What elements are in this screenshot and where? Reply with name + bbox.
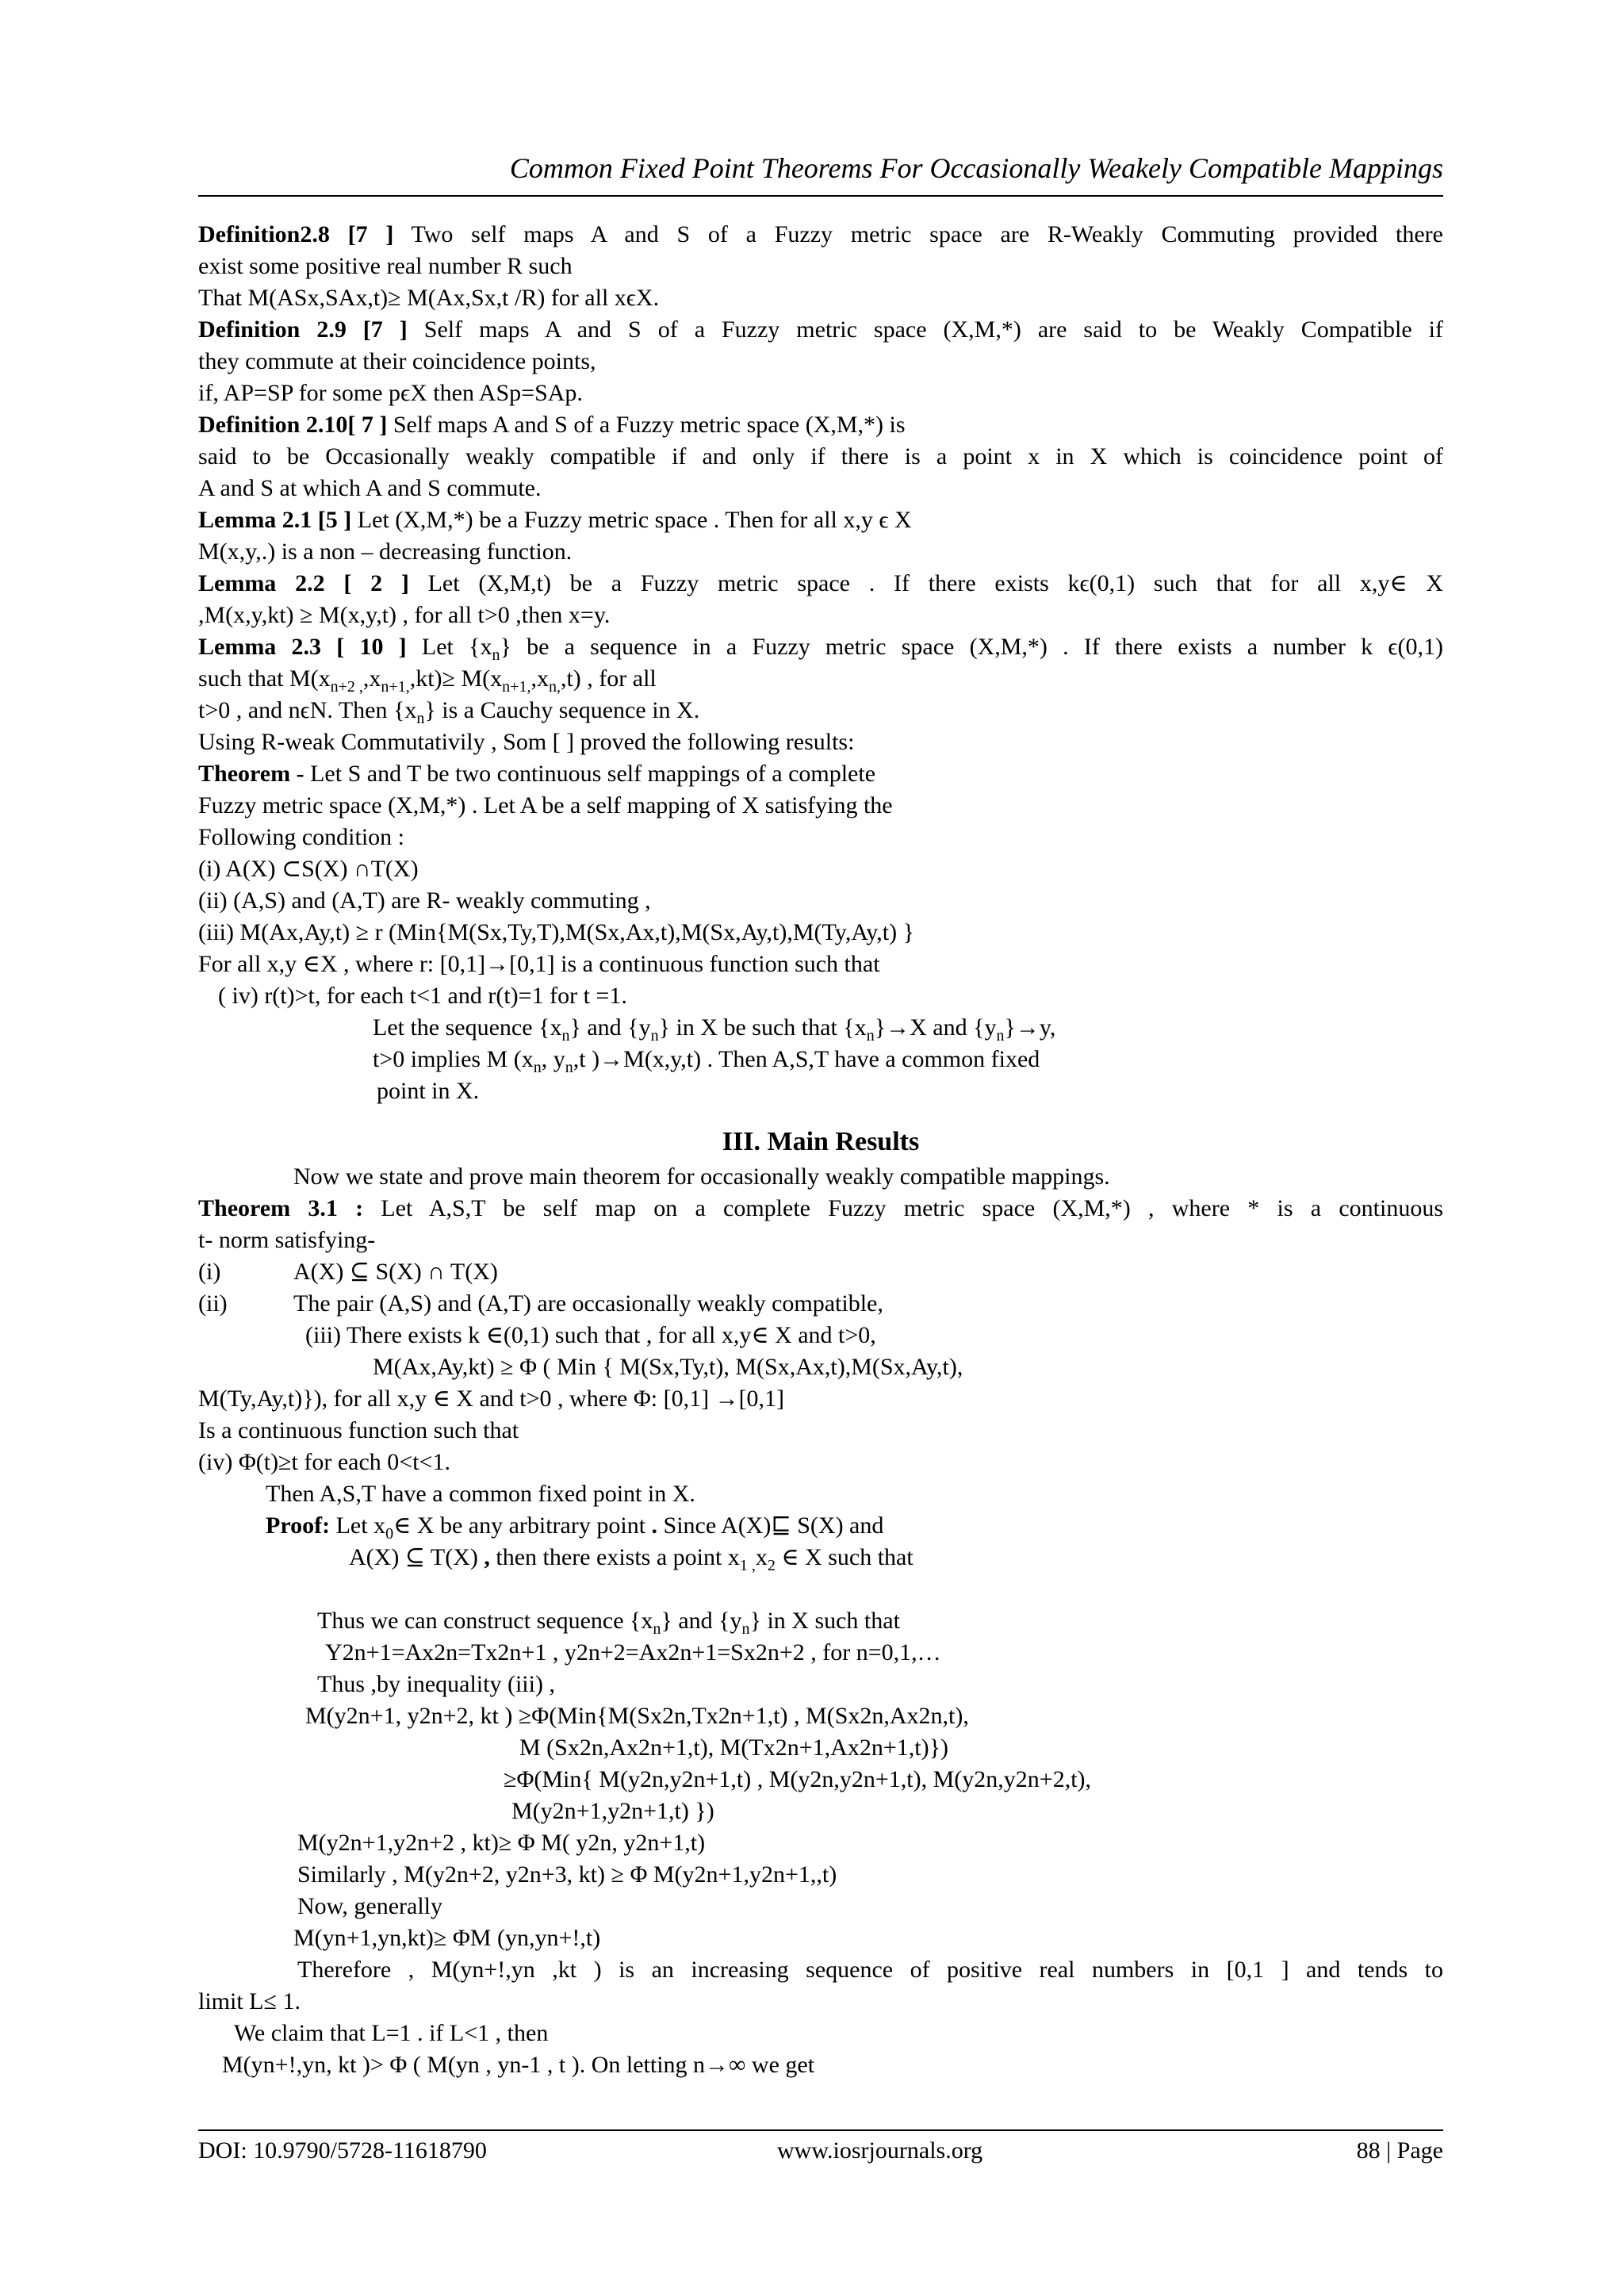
definition-2-9-line: they commute at their coincidence points, (198, 348, 596, 374)
proof-equation: M (Sx2n,Ax2n+1,t), M(Tx2n+1,Ax2n+1,t)}) (519, 1734, 948, 1761)
theorem-som-condition: (ii) (A,S) and (A,T) are R- weakly commuting , (198, 887, 651, 914)
som-results-line: Using R-weak Commutativily , Som [ ] proved the following results: (198, 729, 855, 755)
theorem-som-condition: (i) A(X) ⊂S(X) ∩T(X) (198, 856, 419, 882)
proof-line: A(X) ⊆ T(X) , then there exists a point $x_{1 ,}x_2$ ∈ X such that (349, 1544, 914, 1574)
running-header: Common Fixed Point Theorems For Occasionally Weakely Compatible Mappings (509, 152, 1443, 184)
theorem-3-1: Theorem 3.1 : Let A,S,T be self map on a complete Fuzzy metric space (X,M,*) , where * is a continuous (198, 1195, 1443, 1221)
proof-equation: M(y2n+1,y2n+2 , kt)≥ Φ M( y2n, y2n+1,t) (297, 1830, 706, 1856)
proof-line: Proof: Let $x_0\in$ X be any arbitrary point . Since A(X)⊑ S(X) and (266, 1512, 884, 1543)
footer-site: www.iosrjournals.org (777, 2137, 983, 2164)
theorem-som-condition: (iii) M(Ax,Ay,t) ≥ r (Min{M(Sx,Ty,T),M(Sx,Ax,t),M(Sx,Ay,t),M(Ty,Ay,t) } (198, 919, 915, 945)
footer-page-number: 88 | Page (1356, 2137, 1443, 2164)
definition-label: Definition 2.10[ 7 ] (198, 412, 388, 438)
definition-2-9-line: if, AP=SP for some pϵX then ASp=SAp. (198, 380, 583, 406)
proof-line: Now, generally (297, 1893, 442, 1919)
theorem-som-line: t>0 implies M ($x_n$, $y_n,t$ )→M(x,y,t) . Then A,S,T have a common fixed (373, 1046, 1040, 1076)
lemma-2-3-line: such that $M(x_{n+2 ,},x_{n+1,},kt)\ge M(x_{n+1,},x_{n,},t)$ , for all (198, 665, 657, 696)
proof-line: We claim that L=1 . if L<1 , then (234, 2020, 549, 2046)
lemma-2-1: Lemma 2.1 [5 ] Let (X,M,*) be a Fuzzy metric space . Then for all x,y ϵ X (198, 507, 912, 533)
definition-label: Definition2.8 [7 ] (198, 221, 394, 247)
proof-line: limit L≤ 1. (198, 1988, 301, 2014)
lemma-2-3-line: t>0 , and nϵN. Then $\{x_n\}$ is a Cauchy sequence in X. (198, 697, 700, 727)
section-heading: III. Main Results (722, 1127, 920, 1156)
definition-2-10: Definition 2.10[ 7 ] Self maps A and S of a Fuzzy metric space (X,M,*) is (198, 412, 906, 438)
theorem-label: Theorem - (198, 761, 304, 787)
theorem-3-1-line: t- norm satisfying- (198, 1227, 376, 1253)
proof-equation: M(yn+!,yn, kt )> Φ ( M(yn , yn-1 , t ). On letting n→∞ we get (222, 2052, 815, 2078)
definition-label: Definition 2.9 [7 ] (198, 316, 408, 343)
theorem-som-line: point in X. (377, 1078, 480, 1104)
theorem-som-line: For all x,y ∈X , where r: [0,1]→[0,1] is a continuous function such that (198, 951, 880, 977)
definition-2-8-line: That M(ASx,SAx,t)≥ M(Ax,Sx,t /R) for all xϵX. (198, 285, 660, 311)
theorem-som-line: Following condition : (198, 824, 405, 850)
proof-equation: M(y2n+1,y2n+1,t) }) (511, 1798, 714, 1824)
lemma-2-1-line: M(x,y,.) is a non – decreasing function. (198, 539, 573, 565)
proof-equation: M(y2n+1, y2n+2, kt ) ≥Φ(Min{M(Sx2n,Tx2n+1,t) , M(Sx2n,Ax2n,t), (305, 1703, 969, 1729)
footer-doi: DOI: 10.9790/5728-11618790 (198, 2137, 487, 2164)
lemma-label: Lemma 2.1 [5 ] (198, 507, 352, 533)
theorem-3-1-condition: (iv) Φ(t)≥t for each 0<t<1. (198, 1449, 450, 1475)
theorem-3-1-line: M(Ax,Ay,kt) ≥ Φ ( Min { M(Sx,Ty,t), M(Sx,Ax,t),M(Sx,Ay,t), (373, 1354, 963, 1380)
main-intro: Now we state and prove main theorem for occasionally weakly compatible mappings. (293, 1163, 1110, 1190)
theorem-3-1-line: M(Ty,Ay,t)}), for all x,y ∈ X and t>0 , where Φ: [0,1] →[0,1] (198, 1386, 785, 1412)
theorem-3-1-condition: (ii) The pair (A,S) and (A,T) are occasionally weakly compatible, (198, 1290, 883, 1317)
page-body (198, 219, 1443, 2081)
spacer (198, 1573, 1443, 1605)
lemma-2-3: Lemma 2.3 [ 10 ] Let $\{x_n\}$ be a sequence in a Fuzzy metric space (X,M,*) . If there exists a number k ϵ(0,1) (198, 634, 1443, 664)
proof-equation: Similarly , M(y2n+2, y2n+3, kt) ≥ Φ M(y2n+1,y2n+1,,t) (297, 1861, 837, 1888)
theorem-som: Theorem - Let S and T be two continuous self mappings of a complete (198, 761, 876, 787)
theorem-som-line: Let the sequence $\{x_n\}$ and $\{y_n\}$ in X be such that $\{x_n\}\to X$ and $\{y_n\}\to y$, (373, 1014, 1056, 1045)
header-rule (198, 195, 1443, 197)
proof-line: Thus we can construct sequence $\{x_n\}$ and $\{y_n\}$ in X such that (317, 1608, 900, 1638)
footer-rule (198, 2129, 1443, 2131)
theorem-3-1-line: Is a continuous function such that (198, 1417, 519, 1443)
proof-label: Proof: (266, 1512, 331, 1539)
definition-2-8: Definition2.8 [7 ] Two self maps A and S of a Fuzzy metric space are R-Weakly Commuting provided there (198, 221, 1443, 247)
proof-line: Y2n+1=Ax2n=Tx2n+1 , y2n+2=Ax2n+1=Sx2n+2 , for n=0,1,… (325, 1639, 941, 1665)
definition-2-10-line: A and S at which A and S commute. (198, 475, 542, 501)
lemma-2-2-line: ,M(x,y,kt) ≥ M(x,y,t) , for all t>0 ,then x=y. (198, 602, 611, 628)
lemma-label: Lemma 2.2 [ 2 ] (198, 570, 409, 596)
theorem-som-condition: ( iv) r(t)>t, for each t<1 and r(t)=1 for t =1. (218, 983, 627, 1009)
definition-2-8-line: exist some positive real number R such (198, 253, 573, 279)
lemma-2-2: Lemma 2.2 [ 2 ] Let (X,M,t) be a Fuzzy metric space . If there exists kϵ(0,1) such that for all x,y∈ X (198, 570, 1443, 596)
theorem-som-line: Fuzzy metric space (X,M,*) . Let A be a self mapping of X satisfying the (198, 792, 893, 818)
definition-2-9: Definition 2.9 [7 ] Self maps A and S of a Fuzzy metric space (X,M,*) are said to be Weakly Compatible if (198, 316, 1443, 343)
theorem-label: Theorem 3.1 : (198, 1195, 364, 1221)
proof-line: Thus ,by inequality (iii) , (317, 1671, 555, 1697)
lemma-label: Lemma 2.3 [ 10 ] (198, 634, 407, 660)
definition-2-10-line: said to be Occasionally weakly compatible if and only if there is a point x in X which is coincidence point of (198, 443, 1443, 470)
proof-equation: M(yn+1,yn,kt)≥ ΦM (yn,yn+!,t) (293, 1925, 601, 1951)
theorem-3-1-condition: (iii) There exists k ∈(0,1) such that , for all x,y∈ X and t>0, (305, 1322, 876, 1348)
proof-line: Therefore , M(yn+!,yn ,kt ) is an increasing sequence of positive real numbers in [0,1 ] and tends to (297, 1957, 1443, 1983)
theorem-3-1-condition: (i) A(X) ⊆ S(X) ∩ T(X) (198, 1259, 498, 1285)
proof-equation: ≥Φ(Min{ M(y2n,y2n+1,t) , M(y2n,y2n+1,t), M(y2n,y2n+2,t), (504, 1766, 1092, 1792)
theorem-3-1-line: Then A,S,T have a common fixed point in X. (266, 1481, 695, 1507)
